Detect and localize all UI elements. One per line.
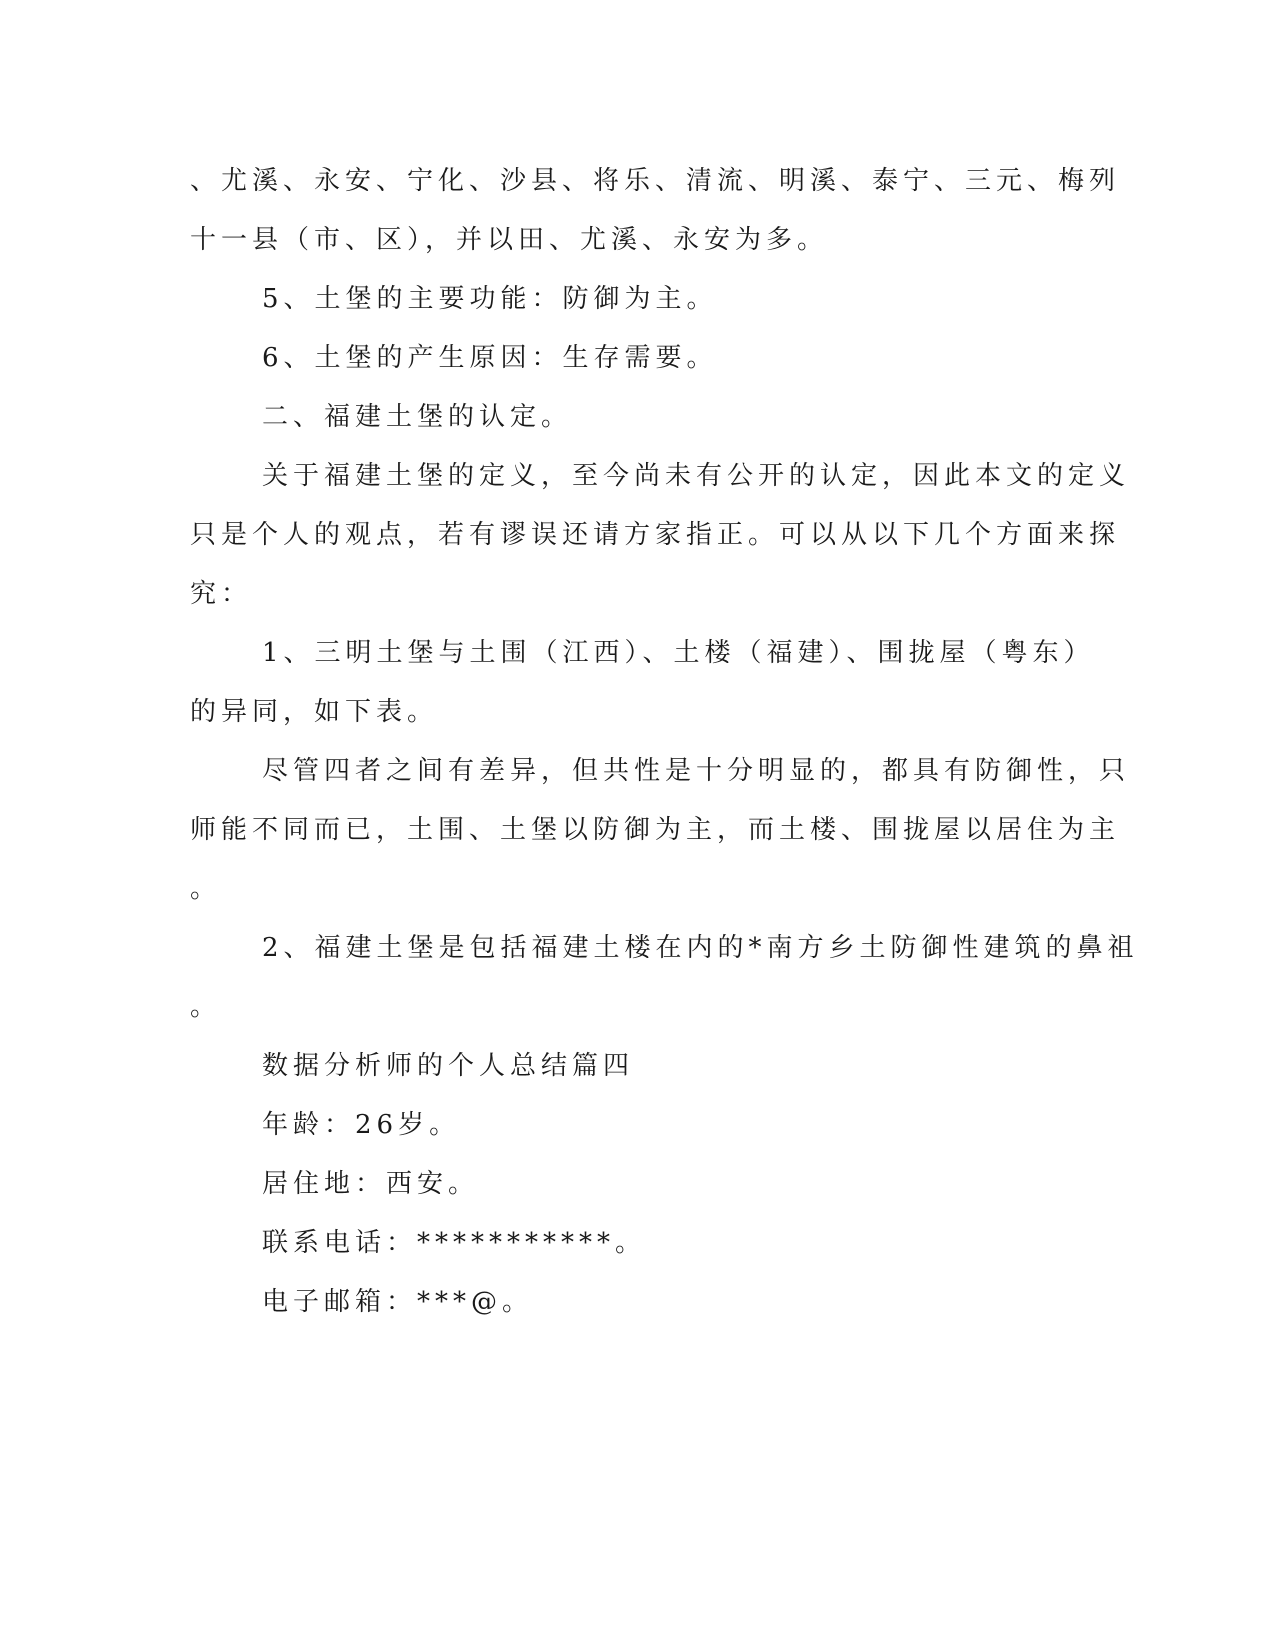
list-item: 1、三明土堡与土围（江西）、土楼（福建）、围拢屋（粤东） [262,638,1095,668]
info-line-email: 电子邮箱：***@。 [262,1287,534,1317]
list-item: 6、土堡的产生原因：生存需要。 [262,343,718,373]
text-line: 。 [190,992,222,1022]
text-line: 尽管四者之间有差异，但共性是十分明显的，都具有防御性，只 [262,756,1131,786]
text-line: 十一县（市、区），并以田、尤溪、永安为多。 [190,225,829,255]
info-line-phone: 联系电话：***********。 [262,1228,647,1258]
info-line-age: 年龄：26岁。 [262,1110,461,1140]
list-item: 2、福建土堡是包括福建土楼在内的*南方乡土防御性建筑的鼻祖 [262,933,1139,963]
list-item: 5、土堡的主要功能：防御为主。 [262,284,718,314]
section-heading: 二、福建土堡的认定。 [262,402,573,432]
info-line-residence: 居住地：西安。 [262,1169,480,1199]
text-line: 师能不同而已，土围、土堡以防御为主，而土楼、围拢屋以居住为主 [190,815,1121,845]
text-line: 关于福建土堡的定义，至今尚未有公开的认定，因此本文的定义 [262,461,1131,491]
section-title: 数据分析师的个人总结篇四 [262,1051,635,1081]
text-line: 。 [190,874,222,904]
text-line: 只是个人的观点，若有谬误还请方家指正。可以从以下几个方面来探 [190,520,1121,550]
text-line: 的异同，如下表。 [190,697,439,727]
text-line: 、尤溪、永安、宁化、沙县、将乐、清流、明溪、泰宁、三元、梅列 [190,166,1121,196]
text-line: 究： [190,579,253,609]
